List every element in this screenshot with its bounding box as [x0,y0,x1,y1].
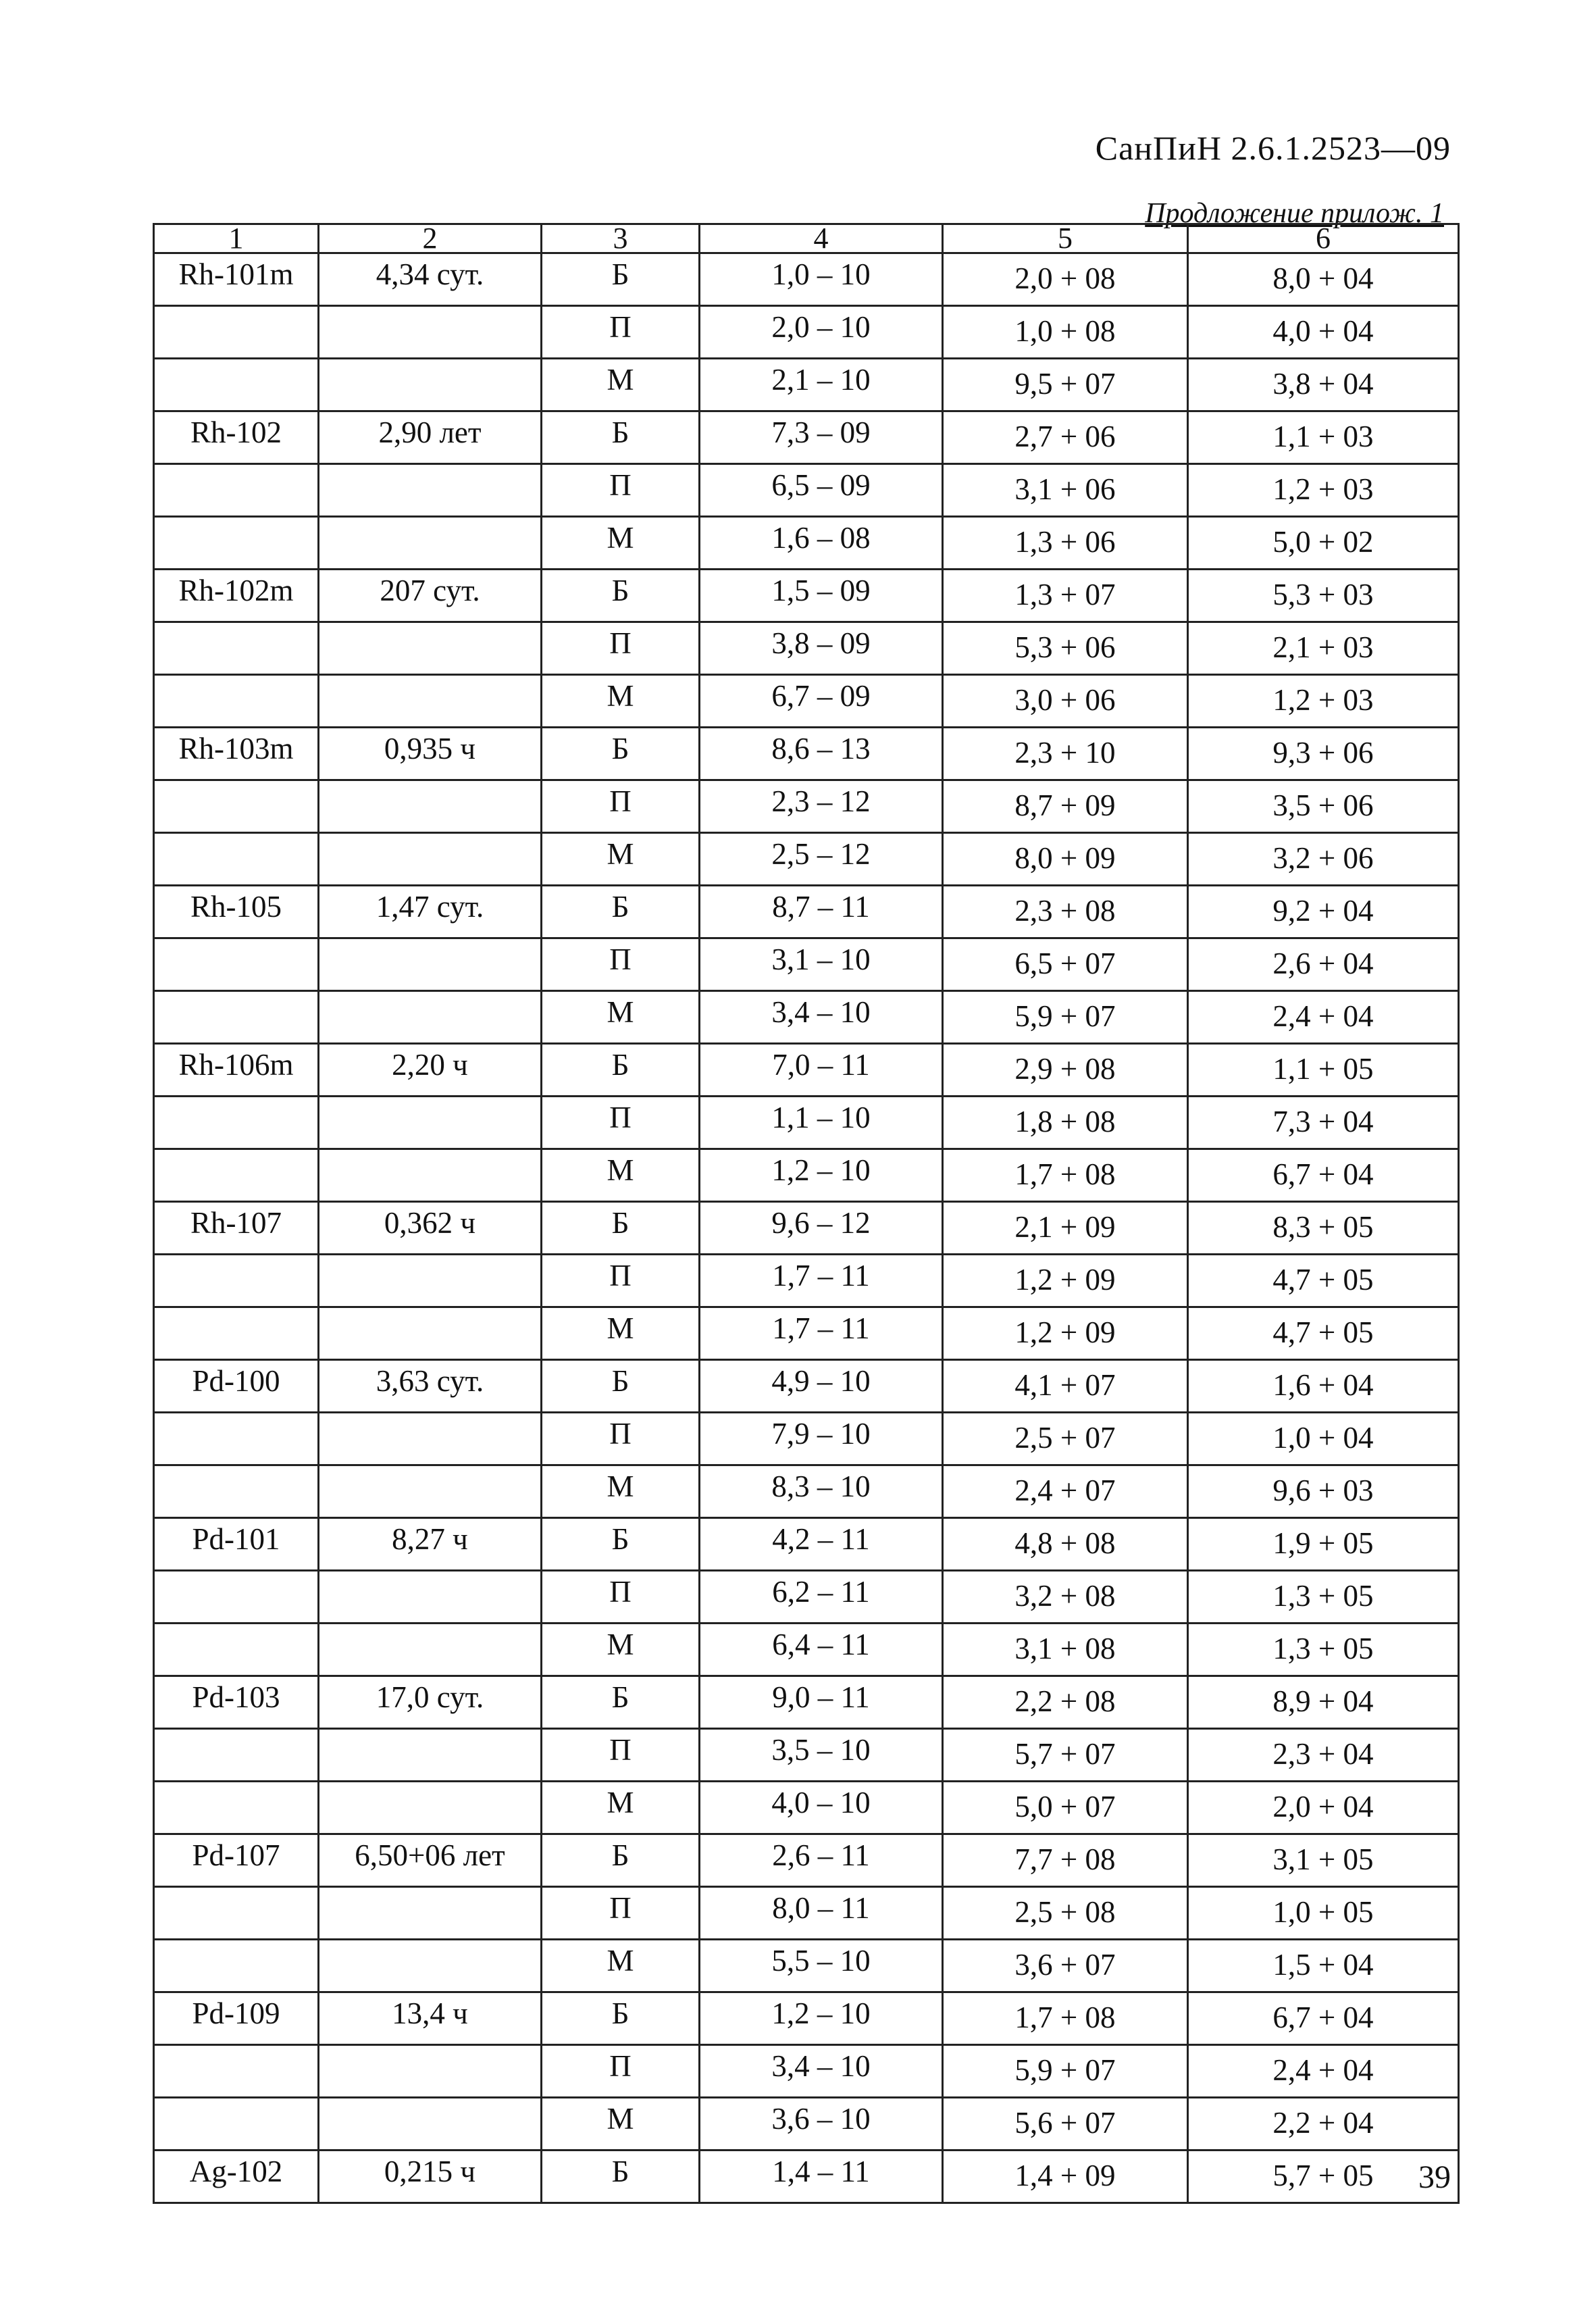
value-cell: 2,3 + 10 [943,728,1188,780]
table-row [154,1624,1459,1676]
category-cell: М [542,517,700,570]
category-cell: М [542,1149,700,1202]
category-cell: Б [542,1518,700,1571]
nuclide-cell [154,675,319,728]
coefficient-cell: 3,8 – 09 [700,622,943,675]
nuclide-cell: Rh-103m [154,728,319,780]
coefficient-cell: 3,4 – 10 [700,991,943,1044]
table-row [154,1940,1459,1992]
half-life-cell [319,2045,542,2098]
half-life-cell [319,991,542,1044]
table-row [154,464,1459,517]
nuclide-cell [154,622,319,675]
half-life-cell: 13,4 ч [319,1992,542,2045]
continuation-label: Продложение прилож. 1 [1145,198,1444,229]
half-life-cell [319,833,542,886]
value-cell: 2,0 + 08 [943,253,1188,306]
nuclide-cell [154,1097,319,1149]
half-life-cell [319,675,542,728]
table-row [154,938,1459,991]
table-row [154,1518,1459,1571]
coefficient-cell: 2,5 – 12 [700,833,943,886]
table-row [154,253,1459,306]
column-header-1: 1 [154,224,319,253]
category-cell: М [542,833,700,886]
column-header-6: 6 [1188,224,1459,253]
value-cell: 1,0 + 08 [943,306,1188,359]
limit-cell: 2,1 + 03 [1188,622,1459,675]
table-row [154,1729,1459,1782]
category-cell: П [542,464,700,517]
table-row [154,728,1459,780]
category-cell: Б [542,570,700,622]
half-life-cell [319,1255,542,1307]
limit-cell: 1,1 + 03 [1188,411,1459,464]
table-row [154,1782,1459,1834]
category-cell: П [542,1887,700,1940]
table-row [154,306,1459,359]
table-row [154,1149,1459,1202]
value-cell: 1,8 + 08 [943,1097,1188,1149]
nuclide-cell [154,780,319,833]
half-life-cell: 0,215 ч [319,2150,542,2203]
half-life-cell [319,1729,542,1782]
value-cell: 5,7 + 07 [943,1729,1188,1782]
table-row [154,359,1459,411]
table-row [154,570,1459,622]
nuclide-cell [154,1255,319,1307]
table-row [154,1571,1459,1624]
limit-cell: 1,5 + 04 [1188,1940,1459,1992]
column-header-4: 4 [700,224,943,253]
limit-cell: 5,7 + 05 [1188,2150,1459,2203]
coefficient-cell: 4,9 – 10 [700,1360,943,1413]
nuclide-cell [154,1729,319,1782]
half-life-cell [319,1571,542,1624]
half-life-cell [319,938,542,991]
coefficient-cell: 1,2 – 10 [700,1992,943,2045]
limit-cell: 1,0 + 04 [1188,1413,1459,1465]
value-cell: 3,0 + 06 [943,675,1188,728]
category-cell: М [542,991,700,1044]
table-row [154,780,1459,833]
value-cell: 5,3 + 06 [943,622,1188,675]
nuclide-cell: Rh-101m [154,253,319,306]
value-cell: 3,2 + 08 [943,1571,1188,1624]
limit-cell: 2,4 + 04 [1188,991,1459,1044]
limit-cell: 1,9 + 05 [1188,1518,1459,1571]
value-cell: 8,0 + 09 [943,833,1188,886]
coefficient-cell: 3,5 – 10 [700,1729,943,1782]
limit-cell: 4,7 + 05 [1188,1307,1459,1360]
table-row [154,1307,1459,1360]
coefficient-cell: 3,4 – 10 [700,2045,943,2098]
coefficient-cell: 6,7 – 09 [700,675,943,728]
half-life-cell [319,1940,542,1992]
category-cell: М [542,1624,700,1676]
category-cell: Б [542,1992,700,2045]
table-row [154,1202,1459,1255]
nuclide-cell: Rh-107 [154,1202,319,1255]
nuclide-cell [154,1887,319,1940]
category-cell: П [542,1255,700,1307]
coefficient-cell: 1,7 – 11 [700,1307,943,1360]
value-cell: 1,3 + 06 [943,517,1188,570]
value-cell: 8,7 + 09 [943,780,1188,833]
value-cell: 2,1 + 09 [943,1202,1188,1255]
limit-cell: 4,7 + 05 [1188,1255,1459,1307]
value-cell: 4,1 + 07 [943,1360,1188,1413]
nuclide-cell: Pd-101 [154,1518,319,1571]
coefficient-cell: 9,6 – 12 [700,1202,943,1255]
limit-cell: 8,0 + 04 [1188,253,1459,306]
category-cell: Б [542,1360,700,1413]
limit-cell: 1,3 + 05 [1188,1571,1459,1624]
coefficient-cell: 4,0 – 10 [700,1782,943,1834]
value-cell: 5,9 + 07 [943,991,1188,1044]
nuclide-cell: Pd-107 [154,1834,319,1887]
coefficient-cell: 3,6 – 10 [700,2098,943,2150]
category-cell: П [542,780,700,833]
table-body [154,253,1459,2203]
limit-cell: 4,0 + 04 [1188,306,1459,359]
limit-cell: 3,2 + 06 [1188,833,1459,886]
half-life-cell: 3,63 сут. [319,1360,542,1413]
category-cell: М [542,2098,700,2150]
category-cell: П [542,1729,700,1782]
limit-cell: 2,6 + 04 [1188,938,1459,991]
table-row [154,675,1459,728]
coefficient-cell: 4,2 – 11 [700,1518,943,1571]
column-number-row [154,224,1459,253]
category-cell: М [542,1465,700,1518]
half-life-cell: 1,47 сут. [319,886,542,938]
coefficient-cell: 1,4 – 11 [700,2150,943,2203]
category-cell: М [542,1940,700,1992]
table-row [154,1465,1459,1518]
nuclide-cell: Pd-103 [154,1676,319,1729]
coefficient-cell: 6,5 – 09 [700,464,943,517]
limit-cell: 8,9 + 04 [1188,1676,1459,1729]
category-cell: М [542,1307,700,1360]
category-cell: Б [542,253,700,306]
nuclide-cell: Ag-102 [154,2150,319,2203]
table-row [154,411,1459,464]
category-cell: П [542,1097,700,1149]
half-life-cell [319,1097,542,1149]
value-cell: 1,7 + 08 [943,1992,1188,2045]
coefficient-cell: 6,4 – 11 [700,1624,943,1676]
nuclide-cell [154,517,319,570]
nuclide-cell [154,1149,319,1202]
category-cell: П [542,1571,700,1624]
limit-cell: 6,7 + 04 [1188,1992,1459,2045]
value-cell: 2,7 + 06 [943,411,1188,464]
value-cell: 3,1 + 06 [943,464,1188,517]
value-cell: 1,2 + 09 [943,1307,1188,1360]
value-cell: 2,2 + 08 [943,1676,1188,1729]
category-cell: П [542,622,700,675]
value-cell: 3,6 + 07 [943,1940,1188,1992]
coefficient-cell: 1,6 – 08 [700,517,943,570]
category-cell: Б [542,411,700,464]
half-life-cell [319,1887,542,1940]
category-cell: П [542,938,700,991]
table-row [154,2098,1459,2150]
value-cell: 2,5 + 07 [943,1413,1188,1465]
half-life-cell [319,1782,542,1834]
value-cell: 1,3 + 07 [943,570,1188,622]
half-life-cell [319,464,542,517]
nuclide-cell: Pd-100 [154,1360,319,1413]
value-cell: 1,4 + 09 [943,2150,1188,2203]
table-row [154,1676,1459,1729]
limit-cell: 9,6 + 03 [1188,1465,1459,1518]
column-header-3: 3 [542,224,700,253]
half-life-cell [319,1624,542,1676]
category-cell: Б [542,728,700,780]
table-row [154,991,1459,1044]
coefficient-cell: 2,0 – 10 [700,306,943,359]
column-header-5: 5 [943,224,1188,253]
table-row [154,1834,1459,1887]
nuclide-cell [154,464,319,517]
value-cell: 5,0 + 07 [943,1782,1188,1834]
value-cell: 2,5 + 08 [943,1887,1188,1940]
coefficient-cell: 2,6 – 11 [700,1834,943,1887]
coefficient-cell: 8,0 – 11 [700,1887,943,1940]
nuclide-cell [154,359,319,411]
half-life-cell [319,306,542,359]
coefficient-cell: 1,5 – 09 [700,570,943,622]
limit-cell: 2,3 + 04 [1188,1729,1459,1782]
half-life-cell [319,1149,542,1202]
half-life-cell: 17,0 сут. [319,1676,542,1729]
value-cell: 9,5 + 07 [943,359,1188,411]
half-life-cell [319,1413,542,1465]
value-cell: 7,7 + 08 [943,1834,1188,1887]
nuclide-cell [154,833,319,886]
value-cell: 4,8 + 08 [943,1518,1188,1571]
limit-cell: 5,0 + 02 [1188,517,1459,570]
coefficient-cell: 2,1 – 10 [700,359,943,411]
limit-cell: 2,0 + 04 [1188,1782,1459,1834]
half-life-cell [319,1307,542,1360]
limit-cell: 9,3 + 06 [1188,728,1459,780]
coefficient-cell: 8,6 – 13 [700,728,943,780]
limit-cell: 6,7 + 04 [1188,1149,1459,1202]
data-table [153,223,1460,2204]
document-code: СанПиН 2.6.1.2523—09 [1095,129,1451,167]
table-row [154,517,1459,570]
nuclide-cell: Rh-105 [154,886,319,938]
table-row [154,1360,1459,1413]
nuclide-cell [154,991,319,1044]
limit-cell: 1,2 + 03 [1188,464,1459,517]
category-cell: Б [542,2150,700,2203]
nuclide-cell [154,2098,319,2150]
value-cell: 2,9 + 08 [943,1044,1188,1097]
nuclide-cell [154,1413,319,1465]
half-life-cell [319,780,542,833]
table-row [154,886,1459,938]
half-life-cell: 0,362 ч [319,1202,542,1255]
value-cell: 6,5 + 07 [943,938,1188,991]
coefficient-cell: 1,0 – 10 [700,253,943,306]
value-cell: 5,6 + 07 [943,2098,1188,2150]
limit-cell: 5,3 + 03 [1188,570,1459,622]
half-life-cell: 6,50+06 лет [319,1834,542,1887]
value-cell: 5,9 + 07 [943,2045,1188,2098]
half-life-cell: 2,90 лет [319,411,542,464]
table-row [154,2150,1459,2203]
category-cell: М [542,675,700,728]
value-cell: 2,4 + 07 [943,1465,1188,1518]
nuclide-cell [154,938,319,991]
half-life-cell [319,622,542,675]
limit-cell: 3,1 + 05 [1188,1834,1459,1887]
coefficient-cell: 8,3 – 10 [700,1465,943,1518]
category-cell: П [542,1413,700,1465]
category-cell: Б [542,1676,700,1729]
nuclide-cell: Pd-109 [154,1992,319,2045]
coefficient-cell: 1,1 – 10 [700,1097,943,1149]
half-life-cell [319,359,542,411]
half-life-cell [319,2098,542,2150]
category-cell: М [542,359,700,411]
coefficient-cell: 7,9 – 10 [700,1413,943,1465]
half-life-cell: 4,34 сут. [319,253,542,306]
coefficient-cell: 8,7 – 11 [700,886,943,938]
nuclide-cell [154,306,319,359]
half-life-cell [319,517,542,570]
table-row [154,1413,1459,1465]
table-row [154,1097,1459,1149]
table-row [154,1044,1459,1097]
coefficient-cell: 9,0 – 11 [700,1676,943,1729]
coefficient-cell: 6,2 – 11 [700,1571,943,1624]
category-cell: Б [542,1044,700,1097]
half-life-cell: 8,27 ч [319,1518,542,1571]
nuclide-cell: Rh-102 [154,411,319,464]
half-life-cell: 0,935 ч [319,728,542,780]
limit-cell: 7,3 + 04 [1188,1097,1459,1149]
limit-cell: 9,2 + 04 [1188,886,1459,938]
limit-cell: 3,5 + 06 [1188,780,1459,833]
table-row [154,1887,1459,1940]
nuclide-cell [154,1465,319,1518]
half-life-cell: 207 сут. [319,570,542,622]
limit-cell: 1,0 + 05 [1188,1887,1459,1940]
coefficient-cell: 1,7 – 11 [700,1255,943,1307]
limit-cell: 1,2 + 03 [1188,675,1459,728]
nuclide-cell [154,1571,319,1624]
category-cell: Б [542,886,700,938]
nuclide-cell [154,1307,319,1360]
value-cell: 2,3 + 08 [943,886,1188,938]
table-row [154,1255,1459,1307]
nuclide-cell [154,1940,319,1992]
table-row [154,2045,1459,2098]
half-life-cell [319,1465,542,1518]
nuclide-cell [154,1624,319,1676]
coefficient-cell: 1,2 – 10 [700,1149,943,1202]
value-cell: 1,2 + 09 [943,1255,1188,1307]
category-cell: П [542,2045,700,2098]
half-life-cell: 2,20 ч [319,1044,542,1097]
limit-cell: 8,3 + 05 [1188,1202,1459,1255]
page-number: 39 [1418,2159,1451,2195]
column-header-2: 2 [319,224,542,253]
category-cell: Б [542,1834,700,1887]
nuclide-cell: Rh-106m [154,1044,319,1097]
category-cell: Б [542,1202,700,1255]
value-cell: 3,1 + 08 [943,1624,1188,1676]
coefficient-cell: 7,0 – 11 [700,1044,943,1097]
limit-cell: 1,6 + 04 [1188,1360,1459,1413]
coefficient-cell: 2,3 – 12 [700,780,943,833]
value-cell: 1,7 + 08 [943,1149,1188,1202]
limit-cell: 3,8 + 04 [1188,359,1459,411]
limit-cell: 1,3 + 05 [1188,1624,1459,1676]
nuclide-cell: Rh-102m [154,570,319,622]
limit-cell: 2,2 + 04 [1188,2098,1459,2150]
nuclide-cell [154,1782,319,1834]
table-row [154,833,1459,886]
coefficient-cell: 5,5 – 10 [700,1940,943,1992]
coefficient-cell: 3,1 – 10 [700,938,943,991]
category-cell: М [542,1782,700,1834]
coefficient-cell: 7,3 – 09 [700,411,943,464]
table-row [154,622,1459,675]
table-row [154,1992,1459,2045]
limit-cell: 2,4 + 04 [1188,2045,1459,2098]
limit-cell: 1,1 + 05 [1188,1044,1459,1097]
category-cell: П [542,306,700,359]
nuclide-cell [154,2045,319,2098]
